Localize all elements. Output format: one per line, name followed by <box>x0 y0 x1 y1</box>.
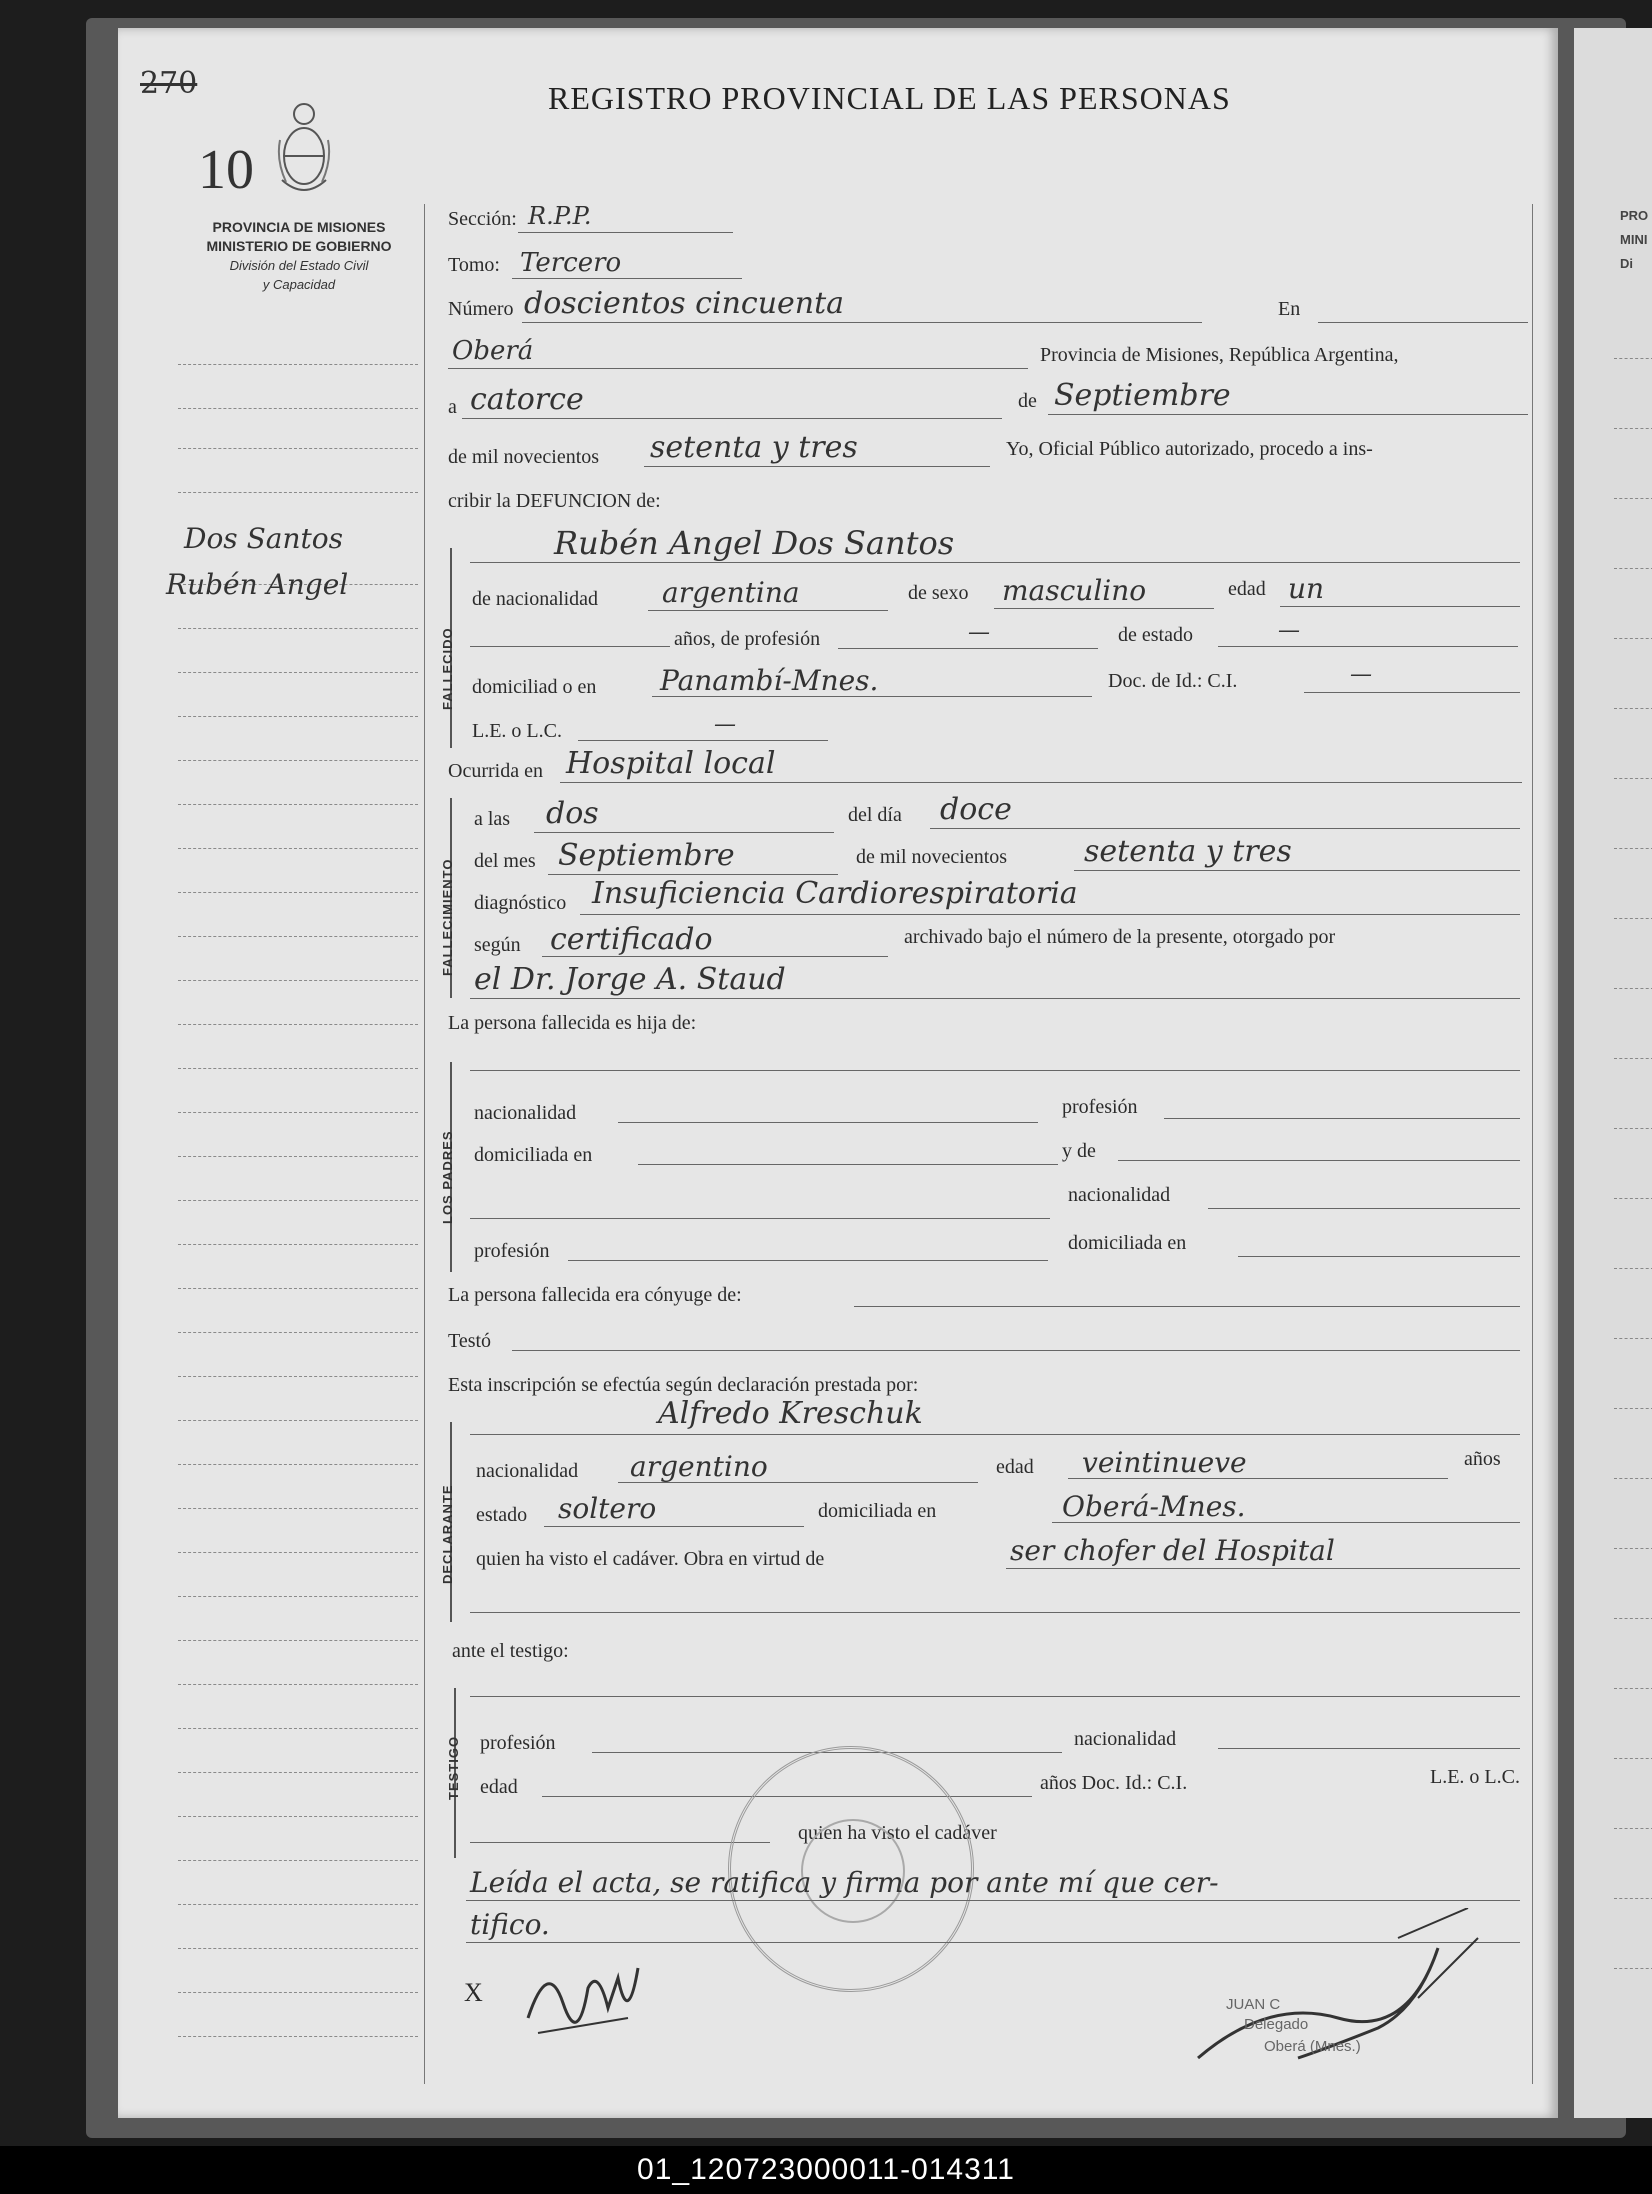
tomo-value: Tercero <box>520 248 622 278</box>
margin-line <box>178 1464 418 1465</box>
margin-surname: Dos Santos <box>184 522 343 555</box>
madre-domicilio-label: domiciliada en <box>1068 1232 1187 1254</box>
closing-line1-rule <box>466 1900 1520 1901</box>
madre-profesion-label: profesión <box>474 1240 550 1262</box>
adjacent-page-line <box>1614 1828 1652 1829</box>
adjacent-page-line <box>1614 1058 1652 1059</box>
adjacent-page-text: MINI <box>1620 232 1648 247</box>
ocurrida-label: Ocurrida en <box>448 760 543 782</box>
margin-line <box>178 364 418 365</box>
document-title: REGISTRO PROVINCIAL DE LAS PERSONAS <box>548 80 1231 116</box>
closing-line1: Leída el acta, se ratifica y firma por ante mí que cer- <box>470 1866 1219 1899</box>
conyuge-label: La persona fallecida era cónyuge de: <box>448 1284 742 1306</box>
testigo-profesion-label: profesión <box>480 1732 556 1754</box>
fallecimiento-hora-line <box>534 832 834 833</box>
margin-line <box>178 672 418 673</box>
fallecido-profesion-line <box>838 648 1098 649</box>
adjacent-page-text: Di <box>1620 256 1633 271</box>
ocurrida-value: Hospital local <box>566 746 776 781</box>
margin-line <box>178 1244 418 1245</box>
fallecido-doc-label: Doc. de Id.: C.I. <box>1108 670 1238 692</box>
en-line <box>1318 322 1528 323</box>
fallecido-domicilio-line <box>652 696 1092 697</box>
issuing-authority <box>184 218 414 294</box>
signature-mark: X <box>464 1978 483 2007</box>
fallecido-anios-line <box>470 646 670 647</box>
seccion-line <box>518 232 733 233</box>
fallecido-tab: FALLECIDO <box>440 627 455 710</box>
fallecido-le-label: L.E. o L.C. <box>472 720 562 742</box>
madre-nacionalidad-label: nacionalidad <box>1068 1184 1171 1206</box>
testigo-doc-label: años Doc. Id.: C.I. <box>1040 1772 1188 1794</box>
testigo-nombre-line <box>470 1696 1520 1697</box>
fallecido-le-line <box>578 740 828 741</box>
padre-nombre-line <box>470 1070 1520 1071</box>
declarante-edad-line <box>1068 1478 1448 1479</box>
numero-value: doscientos cincuenta <box>524 286 845 321</box>
fallecido-estado-label: de estado <box>1118 624 1193 646</box>
fallecido-le-value: — <box>714 712 736 737</box>
ante-testigo-label: ante el testigo: <box>452 1640 569 1662</box>
medico-value: el Dr. Jorge A. Staud <box>474 962 786 997</box>
fallecido-doc-value: — <box>1350 662 1372 687</box>
declarante-domicilio-label: domiciliada en <box>818 1500 937 1522</box>
margin-divider <box>424 204 425 2084</box>
margin-line <box>178 848 418 849</box>
closing-line2: tifico. <box>470 1908 550 1941</box>
hija-de-label: La persona fallecida es hija de: <box>448 1012 697 1034</box>
segun-line <box>542 956 888 957</box>
margin-line <box>178 1112 418 1113</box>
margin-line <box>178 2036 418 2037</box>
declarante-blank-line <box>470 1612 1520 1613</box>
fallecido-edad-label: edad <box>1228 578 1266 600</box>
margin-line <box>178 1816 418 1817</box>
segun-value: certificado <box>550 922 713 957</box>
adjacent-page-line <box>1614 1548 1652 1549</box>
mil-label: de mil novecientos <box>448 446 600 468</box>
adjacent-page-line <box>1614 1478 1652 1479</box>
tomo-label: Tomo: <box>448 254 500 276</box>
testigo-edad-label: edad <box>480 1776 518 1798</box>
fallecimiento-mil-label: de mil novecientos <box>856 846 1008 868</box>
adjacent-page-line <box>1614 1338 1652 1339</box>
declarante-estado-label: estado <box>476 1504 528 1526</box>
province-name: PROVINCIA DE MISIONES <box>212 219 386 235</box>
fallecimiento-mes-value: Septiembre <box>558 838 735 873</box>
margin-line <box>178 892 418 893</box>
official-name-stamp: JUAN C <box>1226 1996 1281 2013</box>
lugar-value: Oberá <box>452 336 534 366</box>
fallecido-nacionalidad-value: argentina <box>662 576 800 609</box>
declarante-estado-value: soltero <box>558 1492 657 1525</box>
margin-line <box>178 1420 418 1421</box>
fallecido-doc-line <box>1304 692 1520 693</box>
testigo-nacionalidad-line <box>1218 1748 1520 1749</box>
testo-line <box>512 1350 1520 1351</box>
margin-given-name: Rubén Angel <box>166 568 349 601</box>
testigo-visto-line <box>470 1842 770 1843</box>
fallecido-sexo-label: de sexo <box>908 582 969 604</box>
margin-line <box>178 1860 418 1861</box>
madre-domicilio-line <box>1238 1256 1520 1257</box>
margin-line <box>178 1376 418 1377</box>
margin-line <box>178 1024 418 1025</box>
margin-line <box>178 1200 418 1201</box>
adjacent-page <box>1574 28 1652 2118</box>
seccion-label: Sección: <box>448 208 517 230</box>
adjacent-page-line <box>1614 1128 1652 1129</box>
fallecido-edad-value: un <box>1288 572 1325 605</box>
padre-nacionalidad-label: nacionalidad <box>474 1102 577 1124</box>
madre-nombre-line <box>1118 1160 1520 1161</box>
declarante-nacionalidad-value: argentino <box>630 1450 768 1483</box>
declarante-estado-line <box>544 1526 804 1527</box>
margin-line <box>178 1684 418 1685</box>
adjacent-page-line <box>1614 358 1652 359</box>
margin-line <box>178 716 418 717</box>
fallecido-profesion-value: — <box>968 620 990 645</box>
seccion-value: R.P.P. <box>528 202 592 230</box>
declarante-nacionalidad-label: nacionalidad <box>476 1460 579 1482</box>
page-number: 10 <box>198 139 254 201</box>
adjacent-page-line <box>1614 1758 1652 1759</box>
ministry-name: MINISTERIO DE GOBIERNO <box>206 238 392 254</box>
adjacent-page-line <box>1614 1408 1652 1409</box>
fallecimiento-mes-label: del mes <box>474 850 536 872</box>
fallecido-nacionalidad-line <box>648 610 888 611</box>
file-id-caption: 01_120723000011-014311 <box>0 2146 1652 2194</box>
madre-profesion-line <box>568 1260 1048 1261</box>
adjacent-page-line <box>1614 848 1652 849</box>
segun-label: según <box>474 934 521 956</box>
adjacent-page-line <box>1614 778 1652 779</box>
declarante-domicilio-line <box>1052 1522 1520 1523</box>
fallecimiento-dia-value: doce <box>940 792 1012 827</box>
fallecido-estado-value: — <box>1278 618 1300 643</box>
diagnostico-label: diagnóstico <box>474 892 567 914</box>
adjacent-page-line <box>1614 708 1652 709</box>
provincia-text: Provincia de Misiones, República Argentina, <box>1040 344 1399 366</box>
en-label: En <box>1278 298 1301 320</box>
oficial-text: Yo, Oficial Público autorizado, procedo a ins- <box>1006 438 1373 460</box>
diagnostico-line <box>580 914 1520 915</box>
declarante-nombre-line <box>470 1434 1520 1435</box>
adjacent-page-line <box>1614 498 1652 499</box>
lugar-line <box>448 368 1028 369</box>
declarant-signature-icon <box>518 1948 648 2048</box>
fallecimiento-anio-value: setenta y tres <box>1084 834 1292 869</box>
margin-line <box>178 936 418 937</box>
testigo-tab: TESTIGO <box>446 1735 461 1800</box>
margin-line <box>178 1948 418 1949</box>
fallecido-nacionalidad-label: de nacionalidad <box>472 588 599 610</box>
margin-line <box>178 1332 418 1333</box>
declarante-virtud-line <box>1006 1568 1520 1569</box>
testigo-le-label: L.E. o L.C. <box>1430 1766 1520 1788</box>
margin-line <box>178 1640 418 1641</box>
division-line2: y Capacidad <box>262 277 336 292</box>
ocurrida-line <box>560 782 1522 783</box>
fallecido-estado-line <box>1218 646 1518 647</box>
fallecimiento-hora-value: dos <box>546 796 599 831</box>
fallecido-sexo-value: masculino <box>1002 574 1147 607</box>
fallecido-nombre-line <box>470 562 1520 563</box>
fallecimiento-anio-line <box>1074 870 1520 871</box>
margin-line <box>178 408 418 409</box>
document-page <box>118 28 1558 2118</box>
dia-line <box>462 418 1002 419</box>
adjacent-page-line <box>1614 1968 1652 1969</box>
inscripcion-label: Esta inscripción se efectúa según declaración prestada por: <box>448 1374 919 1396</box>
adjacent-page-line <box>1614 428 1652 429</box>
margin-line <box>178 1772 418 1773</box>
medico-line <box>470 998 1520 999</box>
dia-registro-value: catorce <box>470 382 584 417</box>
official-title-stamp: Delegado <box>1244 2016 1309 2033</box>
a-label: a <box>448 396 457 418</box>
anio-line <box>644 466 990 467</box>
declarante-domicilio-value: Oberá-Mnes. <box>1062 1490 1246 1523</box>
division-line1: División del Estado Civil <box>229 258 369 273</box>
fallecido-domicilio-label: domiciliad o en <box>472 676 597 698</box>
madre-nacionalidad-line <box>1208 1208 1520 1209</box>
padre-profesion-label: profesión <box>1062 1096 1138 1118</box>
fallecimiento-tab: FALLECIMIENTO <box>440 858 455 976</box>
numero-label: Número <box>448 298 514 320</box>
margin-line <box>178 1156 418 1157</box>
fallecimiento-dia-line <box>930 828 1520 829</box>
adjacent-page-text: PRO <box>1620 208 1649 223</box>
fallecido-sexo-line <box>994 608 1214 609</box>
fallecido-domicilio-value: Panambí-Mnes. <box>660 664 879 697</box>
margin-line <box>178 1508 418 1509</box>
margin-line <box>178 1728 418 1729</box>
margin-line <box>178 760 418 761</box>
margin-line <box>178 980 418 981</box>
declarante-nombre: Alfredo Kreschuk <box>658 1396 923 1431</box>
padre-domicilio-label: domiciliada en <box>474 1144 593 1166</box>
margin-line <box>178 448 418 449</box>
tomo-line <box>512 278 742 279</box>
margin-line <box>178 804 418 805</box>
adjacent-page-line <box>1614 1268 1652 1269</box>
testigo-visto-label: quien ha visto el cadáver <box>798 1822 997 1844</box>
margin-line <box>178 1904 418 1905</box>
margin-line <box>178 1992 418 1993</box>
y-de-label: y de <box>1062 1140 1096 1162</box>
de-label: de <box>1018 390 1037 412</box>
numero-line <box>522 322 1202 323</box>
adjacent-page-line <box>1614 638 1652 639</box>
margin-line <box>178 1552 418 1553</box>
mes-registro-value: Septiembre <box>1054 378 1231 413</box>
margin-line <box>178 1596 418 1597</box>
declarante-anios-label: años <box>1464 1448 1501 1470</box>
official-place-stamp: Oberá (Mnes.) <box>1264 2038 1361 2055</box>
anio-registro-value: setenta y tres <box>650 430 858 465</box>
margin-line <box>178 492 418 493</box>
adjacent-page-line <box>1614 568 1652 569</box>
adjacent-page-line <box>1614 1618 1652 1619</box>
margin-line <box>178 1288 418 1289</box>
padre-profesion-line <box>1164 1118 1520 1119</box>
padre-nacionalidad-line <box>618 1122 1038 1123</box>
adjacent-page-line <box>1614 918 1652 919</box>
declarante-edad-label: edad <box>996 1456 1034 1478</box>
padres-blank-line <box>470 1218 1050 1219</box>
fallecido-nombre: Rubén Angel Dos Santos <box>554 524 955 562</box>
declarante-nacionalidad-line <box>618 1482 978 1483</box>
padre-domicilio-line <box>638 1164 1058 1165</box>
adjacent-page-line <box>1614 1198 1652 1199</box>
fallecimiento-dia-label: del día <box>848 804 902 826</box>
declarante-virtud-value: ser chofer del Hospital <box>1010 1534 1335 1567</box>
fallecimiento-hora-label: a las <box>474 808 511 830</box>
conyuge-line <box>854 1306 1520 1307</box>
margin-line <box>178 628 418 629</box>
fallecido-anios-label: años, de profesión <box>674 628 821 650</box>
right-margin-rule <box>1532 204 1533 2084</box>
adjacent-page-line <box>1614 1688 1652 1689</box>
declarante-tab: DECLARANTE <box>440 1484 455 1584</box>
inscribir-text: cribir la DEFUNCION de: <box>448 490 661 512</box>
padres-tab: LOS PADRES <box>440 1130 455 1224</box>
archivado-text: archivado bajo el número de la presente, otorgado por <box>904 926 1336 948</box>
testigo-nacionalidad-label: nacionalidad <box>1074 1728 1177 1750</box>
adjacent-page-line <box>1614 988 1652 989</box>
mes-line <box>1048 414 1528 415</box>
diagnostico-value: Insuficiencia Cardiorespiratoria <box>592 876 1078 911</box>
declarante-edad-value: veintinueve <box>1082 1446 1247 1479</box>
declarante-visto-label: quien ha visto el cadáver. Obra en virtud de <box>476 1548 825 1570</box>
adjacent-page-line <box>1614 1898 1652 1899</box>
testo-label: Testó <box>448 1330 492 1352</box>
fallecido-edad-line <box>1280 606 1520 607</box>
margin-line <box>178 1068 418 1069</box>
fallecimiento-mes-line <box>548 874 838 875</box>
folio-number: 270 <box>140 66 198 101</box>
coat-of-arms-icon <box>276 100 332 200</box>
